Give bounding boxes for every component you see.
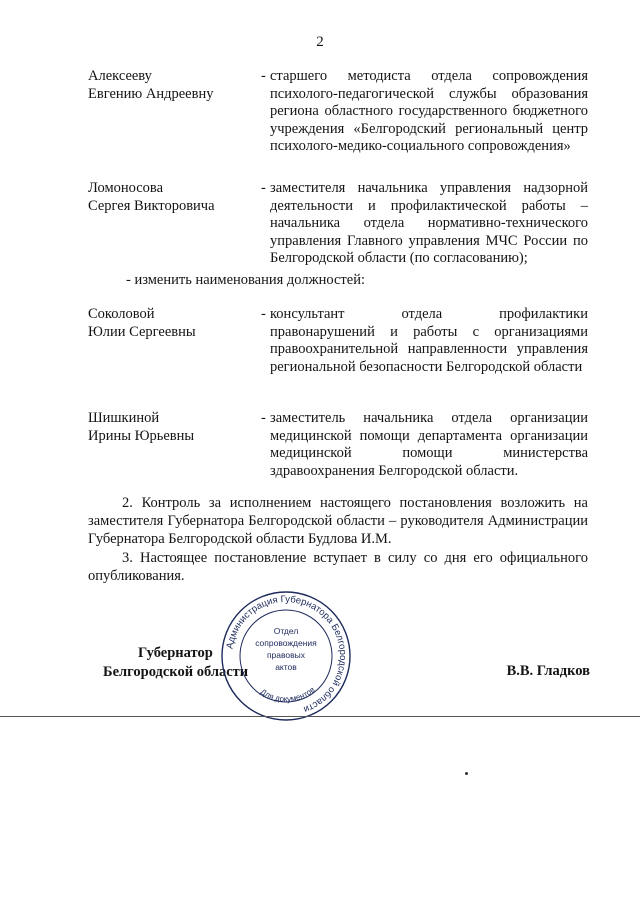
change-note: - изменить наименования должностей:: [126, 272, 365, 288]
signature-name: В.В. Гладков: [506, 663, 590, 679]
seal-center-line1: Отдел: [273, 626, 299, 636]
person-surname: Шишкиной: [88, 410, 160, 426]
position-text: заместителя начальника управления надзорной деятельности и профилактической работы – начальника отдела нормативно-технического управления Главного управления МЧС России по Белгородской области (по согласованию);: [270, 180, 588, 267]
position-text: консультант отдела профилактики правонарушений и работы с организациями правоохранительной направленности управления региональной безопасности Белгородской области: [270, 306, 588, 375]
person-given-name: Юлии Сергеевны: [88, 323, 196, 340]
seal-bottom-text: Для документов: [258, 685, 317, 704]
person-surname: Алексееву: [88, 68, 152, 84]
person-given-name: Евгению Андреевну: [88, 85, 214, 102]
person-name: [88, 68, 253, 103]
seal-ring-text: Администрация Губернатора Белгородской области: [224, 593, 349, 715]
entry-dash: -: [261, 410, 266, 426]
scan-speck: [465, 772, 468, 775]
person-name: [88, 410, 253, 445]
person-given-name: Ирины Юрьевны: [88, 427, 195, 444]
position-text: старшего методиста отдела сопровождения психолого-педагогической службы образования региона областного государственного бюджетного учреждения «Белгородский региональный центр психолого-медико-социального сопровождения»: [270, 68, 588, 155]
control-paragraph: 2. Контроль за исполнением настоящего постановления возложить на заместителя Губернатора Белгородской области – руководителя Администрации Губернатора Белгородской области Будлова И.М.: [88, 495, 588, 548]
person-surname: Ломоносова: [88, 180, 164, 196]
effective-paragraph: 3. Настоящее постановление вступает в силу со дня его официального опубликования.: [88, 550, 588, 585]
entry-dash: -: [261, 306, 266, 322]
seal-center-line2: сопровождения: [255, 638, 317, 648]
entry-dash: -: [261, 180, 266, 196]
page-number: 2: [316, 34, 324, 50]
appointment-entry: [88, 410, 588, 482]
person-name: [88, 306, 253, 341]
signature-title-line2: Белгородской области: [103, 664, 249, 680]
signature-title-line1: Губернатор: [138, 645, 213, 661]
person-name: [88, 180, 253, 215]
official-seal: [218, 588, 354, 724]
seal-center-line4: актов: [275, 662, 297, 672]
seal-center-line3: правовых: [266, 650, 306, 660]
appointment-entry: [88, 180, 588, 272]
appointment-entry: [88, 68, 588, 178]
page-bottom-rule: [0, 716, 640, 717]
entry-dash: -: [261, 68, 266, 84]
position-text: заместитель начальника отдела организации медицинской помощи департамента организации медицинской помощи министерства здравоохранения Белгородской области.: [270, 410, 588, 479]
person-given-name: Сергея Викторовича: [88, 197, 215, 214]
person-surname: Соколовой: [88, 306, 155, 322]
appointment-entry: [88, 306, 588, 396]
